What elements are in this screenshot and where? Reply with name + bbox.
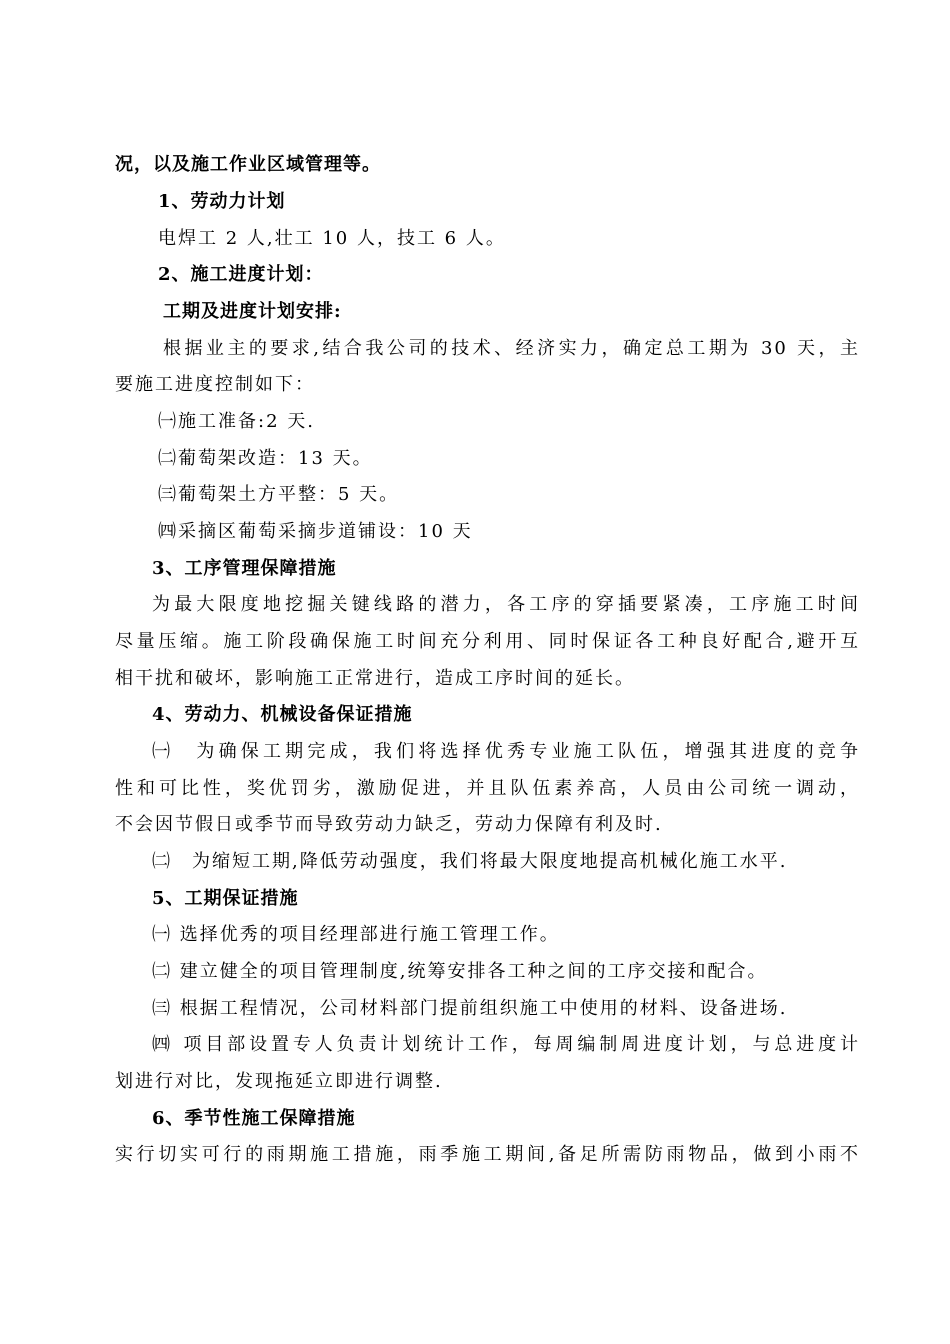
text-line: 实行切实可行的雨期施工措施，雨季施工期间,备足所需防雨物品，做到小雨不 xyxy=(115,1144,860,1165)
section-heading-3: 3、工序管理保障措施 xyxy=(152,558,337,579)
list-item: ㈠施工准备:2 天. xyxy=(158,411,315,432)
section-heading-5: 5、工期保证措施 xyxy=(152,888,299,909)
list-item: ㈣ 项目部设置专人负责计划统计工作，每周编制周进度计划，与总进度计 xyxy=(152,1034,860,1055)
list-item: ㈢ 根据工程情况，公司材料部门提前组织施工中使用的材料、设备进场. xyxy=(152,998,788,1019)
text-line: 尽量压缩。施工阶段确保施工时间充分利用、同时保证各工种良好配合,避开互 xyxy=(115,631,860,652)
text-line: 性和可比性，奖优罚劣，激励促进，并且队伍素养高，人员由公司统一调动， xyxy=(115,778,860,799)
text-line: 电焊工 2 人,壮工 10 人，技工 6 人。 xyxy=(158,228,506,249)
text-line: ㈡ 为缩短工期,降低劳动强度，我们将最大限度地提高机械化施工水平. xyxy=(152,851,788,872)
list-item: ㈠ 选择优秀的项目经理部进行施工管理工作。 xyxy=(152,924,560,945)
section-heading-2: 2、施工进度计划： xyxy=(158,264,324,285)
text-line: 要施工进度控制如下： xyxy=(115,374,315,395)
list-item: ㈢葡萄架土方平整：5 天。 xyxy=(158,484,400,505)
list-item: ㈡ 建立健全的项目管理制度,统筹安排各工种之间的工序交接和配合。 xyxy=(152,961,768,982)
text-line: 划进行对比，发现拖延立即进行调整. xyxy=(115,1071,443,1092)
text-line: 况，以及施工作业区域管理等。 xyxy=(115,154,381,175)
text-line: 相干扰和破坏，影响施工正常进行，造成工序时间的延长。 xyxy=(115,668,635,689)
list-item: ㈡葡萄架改造：13 天。 xyxy=(158,448,373,469)
section-heading-4: 4、劳动力、机械设备保证措施 xyxy=(152,704,413,725)
text-line: 为最大限度地挖掘关键线路的潜力，各工序的穿插要紧凑，工序施工时间 xyxy=(152,594,860,615)
text-line: 不会因节假日或季节而导致劳动力缺乏，劳动力保障有利及时. xyxy=(115,814,663,835)
sub-heading: 工期及进度计划安排: xyxy=(163,301,342,322)
section-heading-1: 1、劳动力计划 xyxy=(158,191,286,212)
list-item: ㈣采摘区葡萄采摘步道铺设：10 天 xyxy=(158,521,473,542)
section-heading-6: 6、季节性施工保障措施 xyxy=(152,1108,356,1129)
text-line: 根据业主的要求,结合我公司的技术、经济实力，确定总工期为 30 天，主 xyxy=(163,338,860,359)
text-line: ㈠ 为确保工期完成，我们将选择优秀专业施工队伍，增强其进度的竞争 xyxy=(152,741,860,762)
